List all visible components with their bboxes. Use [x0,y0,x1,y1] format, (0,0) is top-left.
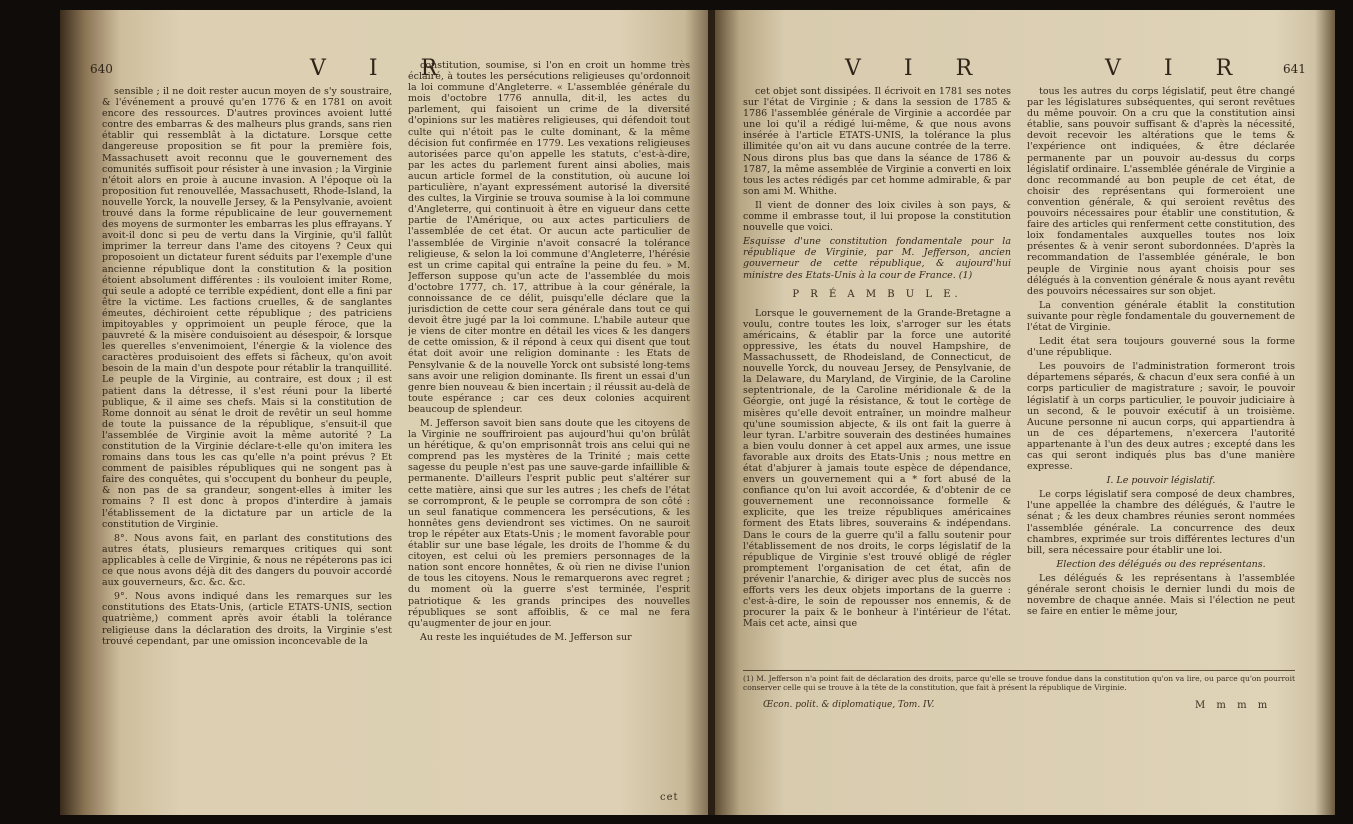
right-page-number: 641 [1283,62,1306,76]
left-column-2 [408,60,690,785]
paragraph: Les délégués & les représentans à l'assemblée générale seront choisis le dernier lundi du mois de novembre de chaque année. Mais si l'élection ne peut se faire en entier le même jour, [1027,572,1295,618]
paragraph: 8°. Nous avons fait, en parlant des constitutions des autres états, plusieurs remarques critiques qui sont applicables à celle de Virginie, & nous ne répéterons pas ici ce que nous avons déjà dit des dangers du pouvoir accordé aux gouverneurs, &c. &c. &c. [102,532,392,589]
paragraph: Le corps législatif sera composé de deux chambres, l'une appellée la chambre des délégués, & l'autre le sénat ; & les deux chambres réunies seront nommées l'assemblée générale. La concurrence des deux chambres, exprimée sur trois différentes lectures d'un bill, sera nécessaire pour établir une loi. [1027,489,1295,556]
footer-signature: M m m m [1195,700,1272,711]
paragraph: Ledit état sera toujours gouverné sous la forme d'une république. [1027,336,1295,359]
preamble-heading: P R É A M B U L E. [792,288,962,300]
left-page [60,10,715,815]
paragraph: La convention générale établit la constitution suivante pour règle fondamentale du gouvernement de l'état de Virginie. [1027,299,1295,333]
right-column-1 [743,86,1011,664]
left-running-head: V I R [310,56,456,81]
paragraph: sensible ; il ne doit rester aucun moyen de s'y soustraire, & l'événement a prouvé qu'en 1776 & en 1781 on avoit encore des ressources. D'autres provinces avoient lutté contre des embarras & des malheurs plus grands, sans rien établir qui ressemblât à la dictature. Lorsque cette dangereuse proposition se fit pour la première fois, Massachusett avoit reconnu que le gouvernement des comunités suffisoit pour résister à une invasion ; la Virginie n'étoit alors en proie à aucune invasion. A l'époque où la proposition fut renouvellée, Massachusett, Rhode-Island, la nouvelle Yorck, la nouvelle Jersey, & la Pensylvanie, avoient trouvé dans la forme républicaine de leur gouvernement des moyens de surmonter les embarras les plus effrayans. Y avoit-il donc si peu de vertu dans la Virginie, qu'il fallût imprimer la terreur dans l'ame des citoyens ? Ceux qui proposoient un dictateur furent séduits par l'exemple d'une ancienne république dont la constitution & la position étoient absolument différentes : ils vouloient imiter Rome, qui seule a adopté ce terrible expédient, dont elle a fini par être la victime. Les factions cruelles, & de sanglantes émeutes, déchiroient cette république ; des patriciens impitoyables y opprimoient un peuple féroce, que la pauvreté & la misère conduisoient au désespoir, & lorsque les querelles s'envenimoient, l'énergie & la violence des caractères produisoient des effets si fâcheux, qu'on avoit besoin de la main d'un despote pour rétablir la tranquillité. Le peuple de la Virginie, au contraire, est doux ; il est patient dans la détresse, il s'est réuni pour la liberté publique, & il aime ses chefs. Mais si la constitution de Rome donnoit au sénat le droit de revêtir un seul homme de toute la puissance de la république, s'ensuit-il que l'assemblée de Virginie avoit la même autorité ? La constitution de la Virginie déclare-t-elle qu'on imitera les romains dans tous les cas qu'elle n'a point prévus ? Et comment de paisibles républiques qui ne songent pas à faire des conquêtes, qui s'occupent du bonheur du peuple, & non pas de sa grandeur, songent-elles à imiter les romains ? Il est donc à propos d'interdire à jamais l'établissement de la dictature par un article de la constitution de Virginie. [102,86,392,530]
footnote-rule [743,670,1295,671]
paragraph: Il vient de donner des loix civiles à son pays, & comme il embrasse tout, il lui propose la constitution nouvelle que voici. [743,199,1011,234]
paragraph: M. Jefferson savoit bien sans doute que les citoyens de la Virginie ne souffriroient pas aujourd'hui qu'on brûlât un hérétique, & qu'on emprisonnât trois ans celui qui ne comprend pas les mystères de la Trinité ; mais cette sagesse du peuple n'est pas une sauve-garde infaillible & permanente. D'ailleurs l'esprit public peut s'altérer sur cette matière, ainsi que sur les autres ; les chefs de l'état se corrompront, & le peuple se corrompra de son côté : un seul fanatique commencera les persécutions, & les honnêtes gens deviendront ses victimes. On ne sauroit trop le répéter aux Etats-Unis ; le moment favorable pour établir sur une base légale, les droits de l'homme & du citoyen, est celui où les premiers personnages de la nation sont encore honnêtes, & où rien ne divise l'union de tous les citoyens. Nous le remarquerons avec regret ; du moment où la guerre s'est terminée, l'esprit patriotique & les grands principes des nouvelles républiques se sont affoiblis, & ce mal ne fera qu'augmenter de jour en jour. [408,418,690,629]
right-running-head-right: V I R [1105,56,1251,81]
paragraph: constitution, soumise, si l'on en croit un homme très éclairé, à toutes les persécutions religieuses qu'ordonnoit la loi commune d'Angleterre. « L'assemblée générale du mois d'octobre 1776 annulla, dit-il, les actes du parlement, qui faisoient un crime de la diversité d'opinions sur les matières religieuses, qui défendoit tout culte qui n'étoit pas le culte dominant, & la même décision fut confirmée en 1779. Les vexations religieuses autorisées parce qu'on appelle les statuts, c'est-à-dire, par les actes du parlement furent ainsi abolies, mais aucun article formel de la constitution, où aucune loi particulière, n'ayant expressément autorisé la diversité des cultes, la Virginie se trouva soumise à la loi commune d'Angleterre, qui continuoit à être en vigueur dans cette partie de l'Amérique, ou aux actes particuliers de l'assemblée de cet état. Or aucun acte particulier de l'assemblée de Virginie n'avoit consacré la tolérance religieuse, & selon la loi commune d'Angleterre, l'hérésie est un crime capital qui entraîne la peine du feu. » M. Jefferson suppose qu'un acte de l'assemblée du mois d'octobre 1777, ch. 17, attribue à la cour générale, la connoissance de ce délit, puisqu'elle déclare que la jurisdiction de cette cour sera générale dans tout ce qui devoit être jugé par la loi commune. L'habile auteur que je viens de citer montre en détail les vices & les dangers de cette omission, & il répond à ceux qui disent que tout état doit avoir une religion dominante : les Etats de Pensylvanie & de la nouvelle Yorck ont subsisté long-tems sans avoir une religion dominante. Ils firent un essai d'un genre bien nouveau & bien incertain ; il réussit au-delà de toute espérance ; car ces deux colonies acquirent beaucoup de splendeur. [408,60,690,415]
left-page-number: 640 [90,62,113,76]
paragraph: Lorsque le gouvernement de la Grande-Bretagne a voulu, contre toutes les loix, s'arroger sur les états américains, & établir par la force une autorité oppressive, les états du nouvel Hampshire, de Massachussett, de Rhodeisland, de Connecticut, de nouvelle Yorck, du nouveau Jersey, de Pensylvanie, de la Delaware, du Maryland, de Virginie, de la Caroline septentrionale, de la Caroline méridionale & de la Géorgie, ont jugé la résistance, & tout le cortège de misères qu'elle devoit entraîner, un moindre malheur qu'une soumission abjecte, & ils ont fait la guerre à leur tyran. L'arbitre souverain des destinées humaines a bien voulu donner à cet appel aux armes, une issue favorable aux droits des Etats-Unis ; nous mettre en état d'abjurer à jamais toute espèce de dépendance, envers un gouvernement qui a * fort abusé de la confiance qu'on lui avoit accordée, & d'obtenir de ce gouvernement une reconnoissance formelle & explicite, que les treize républiques américaines forment des Etats libres, souverains & indépendans. Dans le cours de la guerre qu'il a fallu soutenir pour l'établissement de nos droits, le corps législatif de la république de Virginie s'est trouvé obligé de régler promptement l'organisation de cet état, afin de prévenir l'anarchie, & diriger avec plus de succès nos efforts vers les deux objets importans de la guerre : c'est-à-dire, le soin de repousser nos ennemis, & de procurer la paix & le bonheur à l'intérieur de l'état. Mais cet acte, ainsi que [743,307,1011,630]
paragraph: Les pouvoirs de l'administration formeront trois départemens séparés, & chacun d'eux sera confié à un corps particulier de magistrature ; savoir, le pouvoir législatif à un corps particulier, le pouvoir judiciaire à un second, & le pouvoir exécutif à un troisième. Aucune personne ni aucun corps, qui appartiendra à un de ces départemens, n'exercera l'autorité appartenante à l'un des deux autres ; excepté dans les cas qui seront indiqués plus bas d'une manière expresse. [1027,361,1295,473]
paragraph: 9°. Nous avons indiqué dans les remarques sur les constitutions des Etats-Unis, (article ETATS-UNIS, section quatrième,) comment après avoir établi la tolérance religieuse dans la déclaration des droits, la Virginie s'est trouvé cependant, par une omission inconcevable de la [102,591,392,647]
paragraph: tous les autres du corps législatif, peut être changé par les législatures subséquentes, qui seront revêtues du même pouvoir. On a cru que la constitution ainsi établie, sans pouvoir suffisant & d'après la nécessité, devoit recevoir les altérations que le tems & l'expérience ont indiquées, & être déclarée permanente par un pouvoir au-dessus du corps législatif ordinaire. L'assemblée générale de Virginie a donc recommandé au bon peuple de cet état, de choisir des représentans qui formeroient une convention générale, & qui seroient revêtus des pouvoirs nécessaires pour établir une constitution, & faire des articles qui renferment cette constitution, des loix fondamentales auxquelles toutes nos loix présentes & à venir seront subordonnées. D'après la recommandation de l'assemblée générale, le bon peuple de Virginie nous ayant choisis pour ses délégués à la convention générale & nous ayant revêtu des pouvoirs nécessaires sur son objet. [1027,86,1295,297]
paragraph: cet objet sont dissipées. Il écrivoit en 1781 ses notes sur l'état de Virginie ; & dans la session de 1785 & 1786 l'assemblée générale de Virginie a accordée par une loi qu'il a rédigé lui-même, & que nous avons insérée à l'article ETATS-UNIS, la tolérance la plus illimitée qu'on ait vu dans aucune contrée de la terre. Nous dirons plus bas que dans la séance de 1786 & 1787, la même assemblée de Virginie a converti en loix tous les actes rédigés par cet homme admirable, & par son ami M. Whithe. [743,86,1011,197]
right-running-head-left: V I R [845,56,991,81]
section-heading-legislative: I. Le pouvoir législatif. [1106,475,1216,487]
open-book [40,10,1335,815]
right-column-2 [1027,86,1295,664]
section-heading-election: Election des délégués ou des représentans. [1056,558,1266,570]
constitution-title: Esquisse d'une constitution fondamentale pour la république de Virginie, par M. Jefferson, ancien gouverneur de cette république, & aujourd'hui ministre des Etats-Unis à la cour de France. (1) [743,236,1011,281]
catchword: cet [660,792,679,803]
right-page [715,10,1335,815]
paragraph: Au reste les inquiétudes de M. Jefferson sur [420,631,632,643]
footnote: (1) M. Jefferson n'a point fait de déclaration des droits, parce qu'elle se trouve fondue dans la constitution qu'on va lire, ou parce qu'on pourroit conserver celle qui se trouve à la tête de la constitution, que fait à présent la république de Virginie. [743,674,1295,692]
left-column-1 [102,86,392,786]
footer-volume: Œcon. polit. & diplomatique, Tom. IV. [763,700,935,710]
